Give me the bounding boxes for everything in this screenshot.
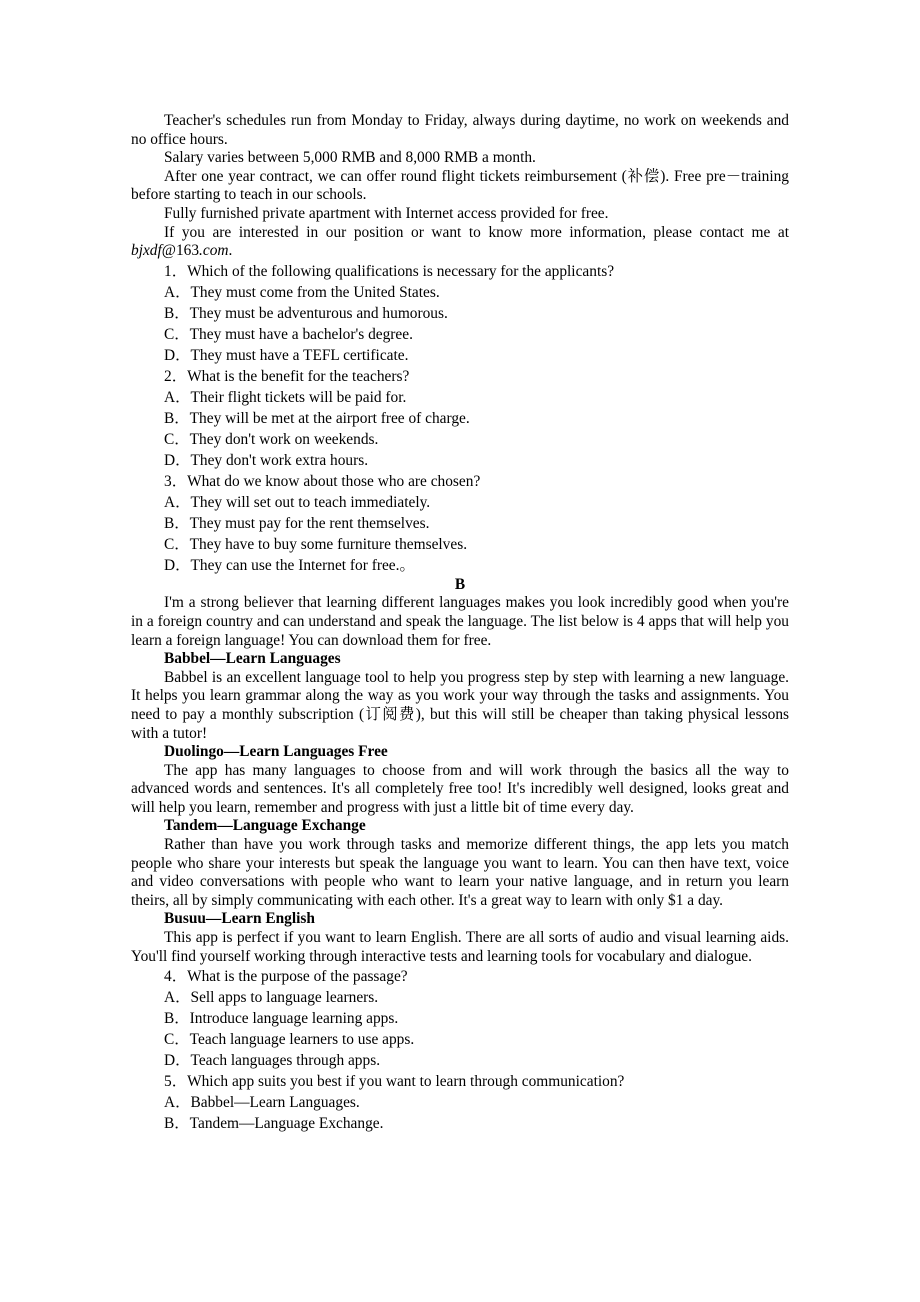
section-heading: B [454,575,466,593]
app-heading-babbel: Babbel—Learn Languages [164,650,341,668]
option-4d: D．Teach languages through apps. [164,1052,381,1070]
period: . [228,242,233,260]
option-1c: C．They must have a bachelor's degree. [164,325,413,343]
app-description-duolingo: The app has many languages to choose from and will work through the basics all the way to advanced words and sentences. It's all completely free too! It's incredibly well designed, looks great and will help you learn, remember and progress with just a little bit of time every day. [131,761,789,816]
email-domain: .com [199,242,229,260]
option-4c: C．Teach language learners to use apps. [164,1031,415,1049]
page-content [131,112,789,1134]
paragraph: Teacher's schedules run from Monday to Friday, always during daytime, no work on weekends and no office hours. [131,112,789,148]
contact-text: If you are interested in our position or want to know more information, please contact me at [164,223,789,241]
question-4: 4．What is the purpose of the passage? [164,968,408,986]
app-heading-busuu: Busuu—Learn English [164,910,315,928]
app-description-busuu: This app is perfect if you want to learn English. There are all sorts of audio and visual learning aids. You'll find yourself working through interactive tests and learning tools for vocabulary and dialogue. [131,929,789,965]
email-user: bjxdf [131,242,162,260]
paragraph: After one year contract, we can offer round flight tickets reimbursement (补偿). Free pre－training before starting to teach in our schools. [131,167,789,204]
option-4a: A．Sell apps to language learners. [164,989,379,1007]
option-1b: B．They must be adventurous and humorous. [164,304,448,322]
app-heading-duolingo: Duolingo—Learn Languages Free [164,743,388,761]
email-at: @163 [161,242,200,260]
paragraph [131,224,789,261]
app-description-babbel: Babbel is an excellent language tool to help you progress step by step with learning a new language. It helps you learn grammar along the way as you work your way through the tasks and assignments. You need to pay a monthly subscription (订阅费), but this will still be cheaper than taking physical lessons with a tutor! [131,668,789,742]
option-3a: A．They will set out to teach immediately. [164,493,431,511]
app-heading-tandem: Tandem—Language Exchange [164,817,366,835]
option-3b: B．They must pay for the rent themselves. [164,514,430,532]
option-4b: B．Introduce language learning apps. [164,1010,399,1028]
intro-paragraph: I'm a strong believer that learning different languages makes you look incredibly good when you're in a foreign country and can understand and speak the language. The list below is 4 apps that will help you learn a foreign language! You can download them for free. [131,594,789,649]
paragraph: Fully furnished private apartment with Internet access provided for free. [164,204,609,222]
option-2c: C．They don't work on weekends. [164,430,379,448]
question-2: 2．What is the benefit for the teachers? [164,367,410,385]
question-1: 1．Which of the following qualifications is necessary for the applicants? [164,262,615,280]
option-1a: A．They must come from the United States. [164,283,440,301]
option-2b: B．They will be met at the airport free of charge. [164,409,470,427]
option-3d: D．They can use the Internet for free.。 [164,556,415,574]
app-description-tandem: Rather than have you work through tasks and memorize different things, the app lets you match people who share your interests but speak the language you want to learn. You can then have text, voice and video conversations with people who want to learn your native language, and in return you learn theirs, all by simply communicating with each other. It's a great way to learn with only $1 a day. [131,836,789,909]
question-3: 3．What do we know about those who are chosen? [164,472,481,490]
option-5a: A．Babbel—Learn Languages. [164,1094,360,1112]
question-5: 5．Which app suits you best if you want to learn through communication? [164,1073,625,1091]
option-2d: D．They don't work extra hours. [164,451,369,469]
option-2a: A．Their flight tickets will be paid for. [164,388,407,406]
option-1d: D．They must have a TEFL certificate. [164,346,409,364]
paragraph: Salary varies between 5,000 RMB and 8,000 RMB a month. [164,149,536,167]
option-5b: B．Tandem—Language Exchange. [164,1115,384,1133]
option-3c: C．They have to buy some furniture themselves. [164,535,468,553]
